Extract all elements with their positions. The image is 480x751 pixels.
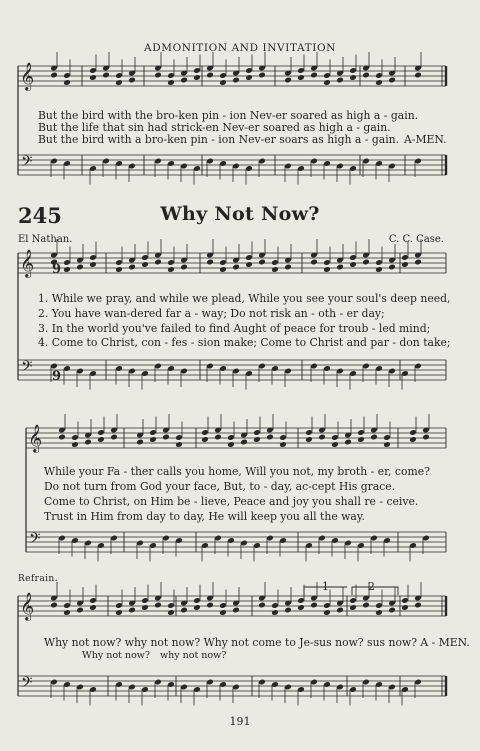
- notehead: [154, 72, 162, 79]
- notehead: [167, 609, 175, 616]
- notehead: [206, 72, 214, 79]
- notehead: [310, 602, 318, 609]
- notehead: [136, 439, 144, 446]
- notehead: [318, 434, 326, 441]
- notehead: [253, 436, 261, 443]
- notehead: [375, 266, 383, 273]
- notehead: [271, 266, 279, 273]
- notehead: [323, 266, 331, 273]
- verse-4-line-b: Trust in Him from day to day, He will keep you all the way.: [44, 510, 365, 523]
- notehead: [284, 607, 292, 614]
- notehead: [193, 604, 201, 611]
- notehead: [305, 436, 313, 443]
- notehead: [357, 436, 365, 443]
- notehead: [149, 436, 157, 443]
- notehead: [388, 77, 396, 84]
- notehead: [232, 264, 240, 271]
- prev-lyric-line-1: But the bird with the bro-ken pin - ion Nev-er soared as high a - gain.: [38, 109, 419, 122]
- verse-2-line-b: Do not turn from God your face, But, to - day, ac-cept His grace.: [44, 480, 396, 493]
- prev-amen: A-MEN.: [404, 133, 447, 146]
- verse-2-line-a: 2. You have wan-dered far a - way; Do not risk an - oth - er day;: [38, 307, 385, 320]
- notehead: [115, 609, 123, 616]
- refrain-treble-clef-icon: 𝄞: [20, 592, 35, 620]
- first-ending-number: 1: [322, 580, 329, 593]
- notehead: [383, 441, 391, 448]
- hymn-author: El Nathan.: [18, 234, 73, 245]
- notehead: [141, 604, 149, 611]
- page-number: 191: [229, 715, 251, 728]
- hymn-title: Why Not Now?: [160, 203, 320, 225]
- verse-4-line-a: 4. Come to Christ, con - fes - sion make; Come to Christ and par - don take;: [38, 336, 451, 349]
- notehead: [219, 79, 227, 86]
- notehead: [336, 264, 344, 271]
- refrain-echo-2: why not now?: [160, 650, 227, 661]
- notehead: [84, 439, 92, 446]
- second-ending-bracket: [352, 587, 398, 595]
- hymn-number: 245: [18, 203, 62, 228]
- notehead: [414, 259, 422, 266]
- notehead: [128, 607, 136, 614]
- notehead: [240, 439, 248, 446]
- notehead: [50, 72, 58, 79]
- notehead: [175, 441, 183, 448]
- notehead: [284, 264, 292, 271]
- notehead: [370, 434, 378, 441]
- notehead: [323, 79, 331, 86]
- notehead: [110, 434, 118, 441]
- notehead: [284, 77, 292, 84]
- notehead: [58, 434, 66, 441]
- notehead: [227, 441, 235, 448]
- notehead: [258, 72, 266, 79]
- notehead: [349, 261, 357, 268]
- refrain-line: Why not now? why not now? Why not come to Je-sus now? sus now? A - MEN.: [44, 636, 470, 649]
- notehead: [219, 609, 227, 616]
- notehead: [76, 264, 84, 271]
- notehead: [232, 77, 240, 84]
- notehead: [331, 441, 339, 448]
- refrain-bass-clef-icon: 𝄢: [21, 674, 33, 695]
- notehead: [219, 266, 227, 273]
- notehead: [323, 609, 331, 616]
- notehead: [245, 261, 253, 268]
- notehead: [422, 434, 430, 441]
- notehead: [414, 602, 422, 609]
- notehead: [336, 607, 344, 614]
- notehead: [154, 259, 162, 266]
- notehead: [245, 74, 253, 81]
- notehead: [89, 261, 97, 268]
- running-head: ADMONITION AND INVITATION: [144, 42, 336, 54]
- notehead: [297, 604, 305, 611]
- notehead: [115, 266, 123, 273]
- notehead: [258, 602, 266, 609]
- notehead: [167, 79, 175, 86]
- notehead: [128, 264, 136, 271]
- sys2-bass-clef-icon: 𝄢: [29, 530, 41, 551]
- notehead: [89, 604, 97, 611]
- notehead: [154, 602, 162, 609]
- notehead: [180, 607, 188, 614]
- prev-treble-clef-icon: 𝄞: [20, 62, 35, 90]
- verse-3-line-a: 3. In the world you've failed to find Aught of peace for troub - led mind;: [38, 322, 431, 335]
- notehead: [375, 79, 383, 86]
- notehead: [97, 436, 105, 443]
- prev-lyric-line-2: But the life that sin had strick-en Nev-er soared as high a - gain.: [38, 121, 391, 134]
- notehead: [76, 607, 84, 614]
- notehead: [63, 609, 71, 616]
- refrain-label: Refrain.: [18, 574, 58, 584]
- notehead: [201, 436, 209, 443]
- sys2-treble-clef-icon: 𝄞: [28, 424, 43, 452]
- notehead: [349, 604, 357, 611]
- notehead: [297, 74, 305, 81]
- notehead: [266, 434, 274, 441]
- notehead: [344, 439, 352, 446]
- notehead: [401, 261, 409, 268]
- notehead: [310, 259, 318, 266]
- notehead: [214, 434, 222, 441]
- notehead: [180, 77, 188, 84]
- notehead: [258, 259, 266, 266]
- notehead: [115, 79, 123, 86]
- notehead: [206, 602, 214, 609]
- verse-1-line-b: While your Fa - ther calls you home, Will you not, my broth - er, come?: [44, 465, 430, 478]
- sys1-treble-clef-icon: 𝄞: [20, 249, 35, 277]
- notehead: [349, 74, 357, 81]
- notehead: [206, 259, 214, 266]
- refrain-echo-1: Why not now?: [82, 650, 151, 661]
- notehead: [362, 602, 370, 609]
- notehead: [336, 77, 344, 84]
- sys1-bass-clef-icon: 𝄢: [21, 358, 33, 379]
- notehead: [180, 264, 188, 271]
- prev-lyric-line-3: But the bird with a bro-ken pin - ion Nev-er soars as high a - gain.: [38, 133, 400, 146]
- notehead: [375, 609, 383, 616]
- notehead: [141, 261, 149, 268]
- notehead: [414, 72, 422, 79]
- verse-1-line-a: 1. While we pray, and while we plead, While you see your soul's deep need,: [38, 292, 451, 305]
- notehead: [409, 436, 417, 443]
- prev-bass-clef-icon: 𝄢: [21, 153, 33, 174]
- notehead: [279, 441, 287, 448]
- notehead: [193, 74, 201, 81]
- notehead: [401, 604, 409, 611]
- notehead: [71, 441, 79, 448]
- notehead: [63, 79, 71, 86]
- notehead: [271, 609, 279, 616]
- notehead: [128, 77, 136, 84]
- notehead: [50, 602, 58, 609]
- notehead: [362, 72, 370, 79]
- time-signature: 9: [52, 369, 62, 384]
- notehead: [162, 434, 170, 441]
- notehead: [167, 266, 175, 273]
- notehead: [388, 264, 396, 271]
- notehead: [89, 74, 97, 81]
- notehead: [388, 607, 396, 614]
- notehead: [102, 72, 110, 79]
- notehead: [310, 72, 318, 79]
- hymn-composer: C. C. Case.: [388, 234, 444, 245]
- notehead: [63, 266, 71, 273]
- verse-3-line-b: Come to Christ, on Him be - lieve, Peace and joy you shall re - ceive.: [44, 495, 419, 508]
- notehead: [362, 259, 370, 266]
- time-signature: 9: [52, 262, 62, 277]
- second-ending-number: 2: [368, 580, 375, 593]
- notehead: [232, 607, 240, 614]
